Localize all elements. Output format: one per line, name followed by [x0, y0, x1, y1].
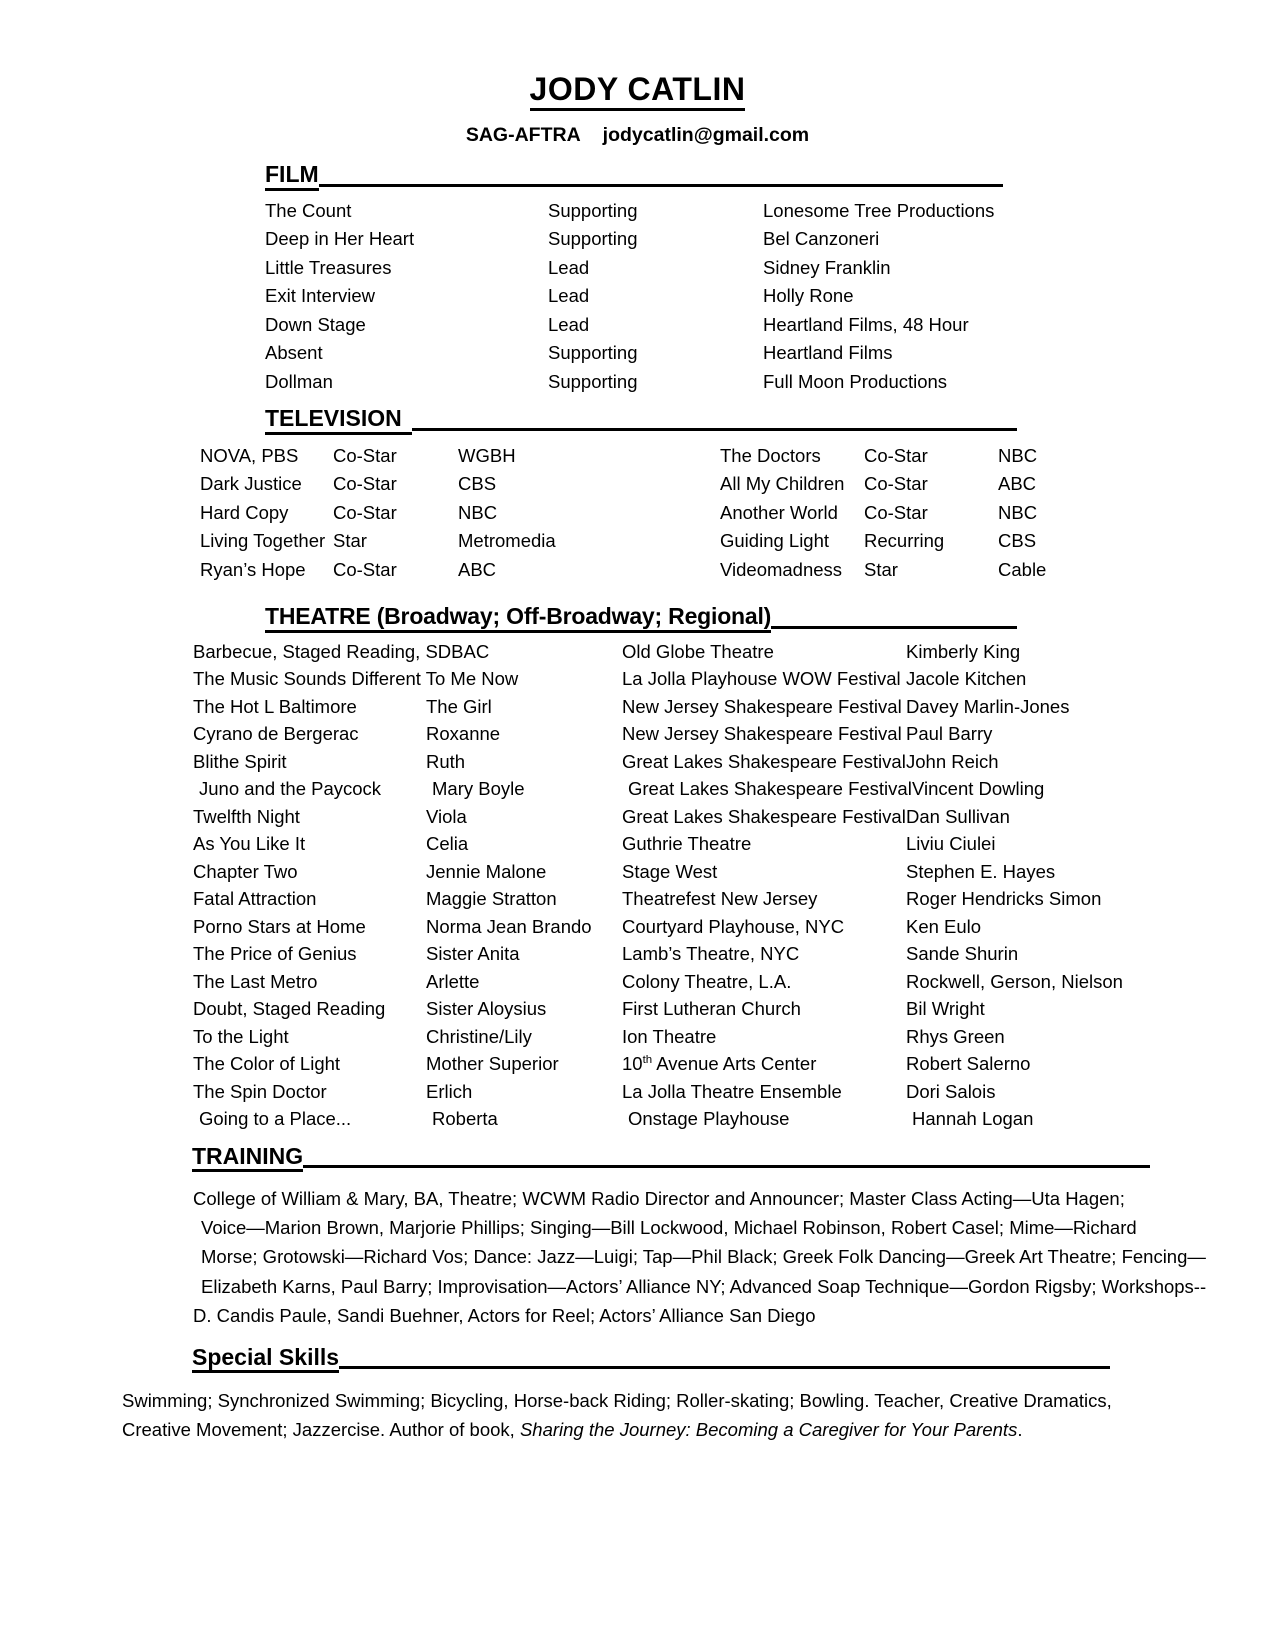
television-column-left	[200, 444, 720, 590]
training-line: Morse; Grotowski—Richard Vos; Dance: Jazz—Luigi; Tap—Phil Black; Greek Folk Dancing—Greek Art Theatre; Fencing—	[201, 1246, 1206, 1268]
section-title-training: TRAINING	[192, 1143, 303, 1172]
television-role: Star	[864, 558, 898, 580]
theatre-role: Viola	[426, 805, 467, 827]
television-credits	[200, 444, 1215, 590]
contact-line	[0, 124, 1275, 147]
theatre-director: Sande Shurin	[906, 943, 1019, 964]
theatre-credit-row	[193, 970, 1235, 992]
theatre-venue: Ion Theatre	[622, 1025, 717, 1047]
television-network: WGBH	[458, 444, 516, 466]
theatre-role: Sister Anita	[426, 943, 520, 964]
television-role: Co-Star	[333, 444, 397, 466]
television-network: CBS	[458, 473, 497, 495]
film-production: Heartland Films	[763, 342, 893, 364]
television-network: NBC	[998, 501, 1038, 523]
theatre-credit-row	[193, 1110, 1235, 1129]
skills-text: Swimming; Synchronized Swimming; Bicycling, Horse-back Riding; Roller-skating; Bowling. Teacher, Creative Dramatics, Creative Movement; Jazzercise. Author of book,	[122, 1390, 1112, 1441]
television-role: Co-Star	[864, 444, 928, 466]
theatre-show: Twelfth Night	[193, 805, 300, 827]
theatre-credit-row	[193, 725, 1235, 744]
television-credit-row	[200, 444, 720, 466]
theatre-show: Going to a Place...	[199, 1108, 352, 1129]
film-title: Dollman	[265, 370, 333, 392]
television-role: Recurring	[864, 530, 945, 552]
heading-rule	[412, 428, 1017, 431]
theatre-venue: New Jersey Shakespeare Festival	[622, 723, 902, 744]
film-title: Absent	[265, 342, 323, 364]
theatre-credit-row	[193, 695, 1235, 717]
television-credit-row	[720, 501, 1215, 523]
theatre-show: Barbecue, Staged Reading, SDBAC	[193, 640, 490, 662]
television-network: CBS	[998, 530, 1037, 552]
theatre-venue: First Lutheran Church	[622, 998, 801, 1019]
film-role: Supporting	[548, 342, 638, 364]
heading-rule	[319, 184, 1003, 187]
theatre-role: Jennie Malone	[426, 860, 547, 882]
television-network: ABC	[458, 558, 497, 580]
film-production: Bel Canzoneri	[763, 228, 880, 250]
film-title: Exit Interview	[265, 285, 376, 307]
film-role: Supporting	[548, 370, 638, 392]
television-role: Star	[333, 530, 367, 552]
television-column-right	[720, 444, 1215, 590]
section-heading-theatre	[265, 603, 1017, 632]
television-credit-row	[720, 532, 1215, 551]
special-skills-paragraph	[122, 1387, 1175, 1444]
theatre-director: Ken Eulo	[906, 915, 982, 937]
television-role: Co-Star	[864, 501, 928, 523]
section-title-theatre: THEATRE (Broadway; Off-Broadway; Regional)	[265, 603, 771, 632]
theatre-show: Doubt, Staged Reading	[193, 998, 386, 1019]
theatre-director: Kimberly King	[906, 640, 1021, 662]
theatre-credit-row	[193, 1000, 1235, 1019]
theatre-director: Rhys Green	[906, 1025, 1005, 1047]
theatre-role: Norma Jean Brando	[426, 915, 592, 937]
theatre-director: Hannah Logan	[912, 1108, 1034, 1129]
film-credit-row	[265, 230, 1275, 249]
theatre-show: The Spin Doctor	[193, 1080, 327, 1102]
theatre-show: Porno Stars at Home	[193, 915, 366, 937]
film-title: Deep in Her Heart	[265, 228, 415, 250]
theatre-venue: Great Lakes Shakespeare Festival	[622, 750, 906, 772]
email-address: jodycatlin@gmail.com	[602, 124, 810, 147]
training-line: College of William & Mary, BA, Theatre; WCWM Radio Director and Announcer; Master Class Acting—Uta Hagen;	[193, 1187, 1125, 1209]
theatre-venue: Courtyard Playhouse, NYC	[622, 915, 845, 937]
theatre-role: Sister Aloysius	[426, 998, 547, 1019]
theatre-director: Dori Salois	[906, 1080, 996, 1102]
film-title: The Count	[265, 199, 352, 221]
television-role: Co-Star	[333, 501, 397, 523]
television-show: Another World	[720, 501, 838, 523]
film-production: Full Moon Productions	[763, 370, 948, 392]
film-production: Lonesome Tree Productions	[763, 199, 995, 221]
training-paragraph	[193, 1184, 1207, 1330]
theatre-director: Bil Wright	[906, 998, 985, 1019]
theatre-venue: New Jersey Shakespeare Festival	[622, 695, 902, 717]
television-network: NBC	[458, 501, 498, 523]
theatre-role: Erlich	[426, 1080, 473, 1102]
theatre-credit-row	[193, 945, 1235, 964]
film-credit-row	[265, 370, 1275, 392]
theatre-credit-row	[193, 835, 1235, 854]
film-credits-list	[265, 199, 1275, 392]
theatre-show: To the Light	[193, 1025, 289, 1047]
film-role: Lead	[548, 313, 590, 335]
film-credit-row	[265, 256, 1275, 278]
theatre-show: Cyrano de Bergerac	[193, 723, 359, 744]
theatre-credits-list	[193, 640, 1235, 1129]
theatre-show: Chapter Two	[193, 860, 298, 882]
film-role: Supporting	[548, 228, 638, 250]
television-network: ABC	[998, 473, 1037, 495]
theatre-show: Juno and the Paycock	[199, 778, 382, 799]
theatre-role: Christine/Lily	[426, 1025, 532, 1047]
film-role: Lead	[548, 285, 590, 307]
theatre-credit-row	[193, 640, 1235, 662]
theatre-venue: Stage West	[622, 860, 718, 882]
theatre-role: Roberta	[432, 1108, 498, 1129]
training-line: D. Candis Paule, Sandi Buehner, Actors for Reel; Actors’ Alliance San Diego	[193, 1304, 816, 1326]
film-role: Lead	[548, 256, 590, 278]
theatre-venue: Guthrie Theatre	[622, 833, 752, 854]
book-title: Sharing the Journey: Becoming a Caregiver for Your Parents	[519, 1419, 1018, 1441]
theatre-credit-row	[193, 670, 1235, 689]
film-role: Supporting	[548, 199, 638, 221]
theatre-director: Dan Sullivan	[906, 805, 1010, 827]
theatre-director: Rockwell, Gerson, Nielson	[906, 970, 1123, 992]
television-show: Dark Justice	[200, 473, 302, 495]
theatre-venue: Great Lakes Shakespeare Festival	[628, 778, 912, 799]
theatre-role: Mother Superior	[426, 1053, 559, 1074]
training-line: Voice—Marion Brown, Marjorie Phillips; Singing—Bill Lockwood, Michael Robinson, Robert Casel; Mime—Richard	[201, 1217, 1137, 1239]
theatre-credit-row	[193, 780, 1235, 799]
theatre-role: Arlette	[426, 970, 480, 992]
union-affiliation: SAG-AFTRA	[465, 124, 581, 147]
theatre-director: Liviu Ciulei	[906, 833, 996, 854]
theatre-credit-row	[193, 1025, 1235, 1047]
theatre-director: Davey Marlin-Jones	[906, 695, 1070, 717]
film-production: Sidney Franklin	[763, 256, 891, 278]
television-show: Videomadness	[720, 558, 843, 580]
theatre-role: Roxanne	[426, 723, 501, 744]
theatre-credit-row	[193, 1055, 1235, 1074]
heading-rule	[771, 626, 1017, 629]
television-credit-row	[720, 558, 1215, 580]
television-credit-row	[720, 475, 1215, 494]
television-show: All My Children	[720, 473, 845, 495]
television-show: The Doctors	[720, 444, 821, 466]
television-network: NBC	[998, 444, 1038, 466]
theatre-venue: Old Globe Theatre	[622, 640, 774, 662]
theatre-show: The Price of Genius	[193, 943, 357, 964]
theatre-director: Robert Salerno	[906, 1053, 1031, 1074]
section-heading-television	[265, 405, 1017, 434]
theatre-director: Paul Barry	[906, 723, 993, 744]
theatre-show: As You Like It	[193, 833, 306, 854]
television-credit-row	[200, 501, 720, 523]
section-heading-special-skills	[192, 1344, 1110, 1373]
theatre-show: Blithe Spirit	[193, 750, 287, 772]
theatre-role: Maggie Stratton	[426, 888, 557, 909]
theatre-venue: Theatrefest New Jersey	[622, 888, 818, 909]
film-credit-row	[265, 344, 1275, 363]
theatre-show: The Hot L Baltimore	[193, 695, 357, 717]
theatre-role: Celia	[426, 833, 469, 854]
section-heading-film	[265, 161, 1003, 190]
theatre-venue: La Jolla Playhouse WOW Festival	[622, 668, 901, 689]
theatre-director: Jacole Kitchen	[906, 668, 1027, 689]
theatre-credit-row	[193, 860, 1235, 882]
theatre-credit-row	[193, 890, 1235, 909]
film-title: Down Stage	[265, 313, 366, 335]
heading-rule	[339, 1366, 1110, 1369]
film-credit-row	[265, 287, 1275, 306]
television-credit-row	[720, 444, 1215, 466]
television-network: Cable	[998, 558, 1047, 580]
television-show: Ryan’s Hope	[200, 558, 306, 580]
film-production: Heartland Films, 48 Hour	[763, 313, 969, 335]
page-title: JODY CATLIN	[530, 72, 746, 111]
theatre-venue: La Jolla Theatre Ensemble	[622, 1080, 842, 1102]
theatre-venue: Lamb’s Theatre, NYC	[622, 943, 800, 964]
theatre-role: Ruth	[426, 750, 466, 772]
film-title: Little Treasures	[265, 256, 392, 278]
theatre-venue: Great Lakes Shakespeare Festival	[622, 805, 906, 827]
television-role: Co-Star	[864, 473, 928, 495]
television-show: Guiding Light	[720, 530, 830, 552]
theatre-director: Roger Hendricks Simon	[906, 888, 1102, 909]
television-role: Co-Star	[333, 473, 397, 495]
theatre-venue: 10th Avenue Arts Center	[622, 1053, 817, 1074]
film-credit-row	[265, 313, 1275, 335]
theatre-show: Fatal Attraction	[193, 888, 317, 909]
section-heading-training	[192, 1143, 1150, 1172]
theatre-credit-row	[193, 915, 1235, 937]
skills-text-end: .	[1017, 1419, 1023, 1441]
theatre-credit-row	[193, 750, 1235, 772]
theatre-venue: Onstage Playhouse	[628, 1108, 790, 1129]
film-credit-row	[265, 199, 1275, 221]
heading-rule	[303, 1165, 1150, 1168]
theatre-credit-row	[193, 1080, 1235, 1102]
section-title-special-skills: Special Skills	[192, 1344, 339, 1373]
theatre-role: The Girl	[426, 695, 492, 717]
film-production: Holly Rone	[763, 285, 854, 307]
theatre-director: Stephen E. Hayes	[906, 860, 1056, 882]
theatre-show: The Music Sounds Different To Me Now	[193, 668, 519, 689]
television-credit-row	[200, 475, 720, 494]
theatre-credit-row	[193, 805, 1235, 827]
section-title-television: TELEVISION	[265, 405, 412, 434]
television-network: Metromedia	[458, 530, 556, 552]
television-show: Hard Copy	[200, 501, 289, 523]
theatre-role: Mary Boyle	[432, 778, 525, 799]
theatre-director: Vincent Dowling	[912, 778, 1045, 799]
section-title-film: FILM	[265, 161, 319, 190]
theatre-director: John Reich	[906, 750, 999, 772]
theatre-show: The Color of Light	[193, 1053, 341, 1074]
television-show: Living Together	[200, 530, 326, 552]
television-show: NOVA, PBS	[200, 444, 299, 466]
theatre-show: The Last Metro	[193, 970, 318, 992]
theatre-venue: Colony Theatre, L.A.	[622, 970, 792, 992]
television-credit-row	[200, 532, 720, 551]
training-line: Elizabeth Karns, Paul Barry; Improvisation—Actors’ Alliance NY; Advanced Soap Technique—Gordon Rigsby; Workshops--	[201, 1275, 1207, 1297]
television-role: Co-Star	[333, 558, 397, 580]
television-credit-row	[200, 558, 720, 580]
name-block	[0, 0, 1275, 111]
